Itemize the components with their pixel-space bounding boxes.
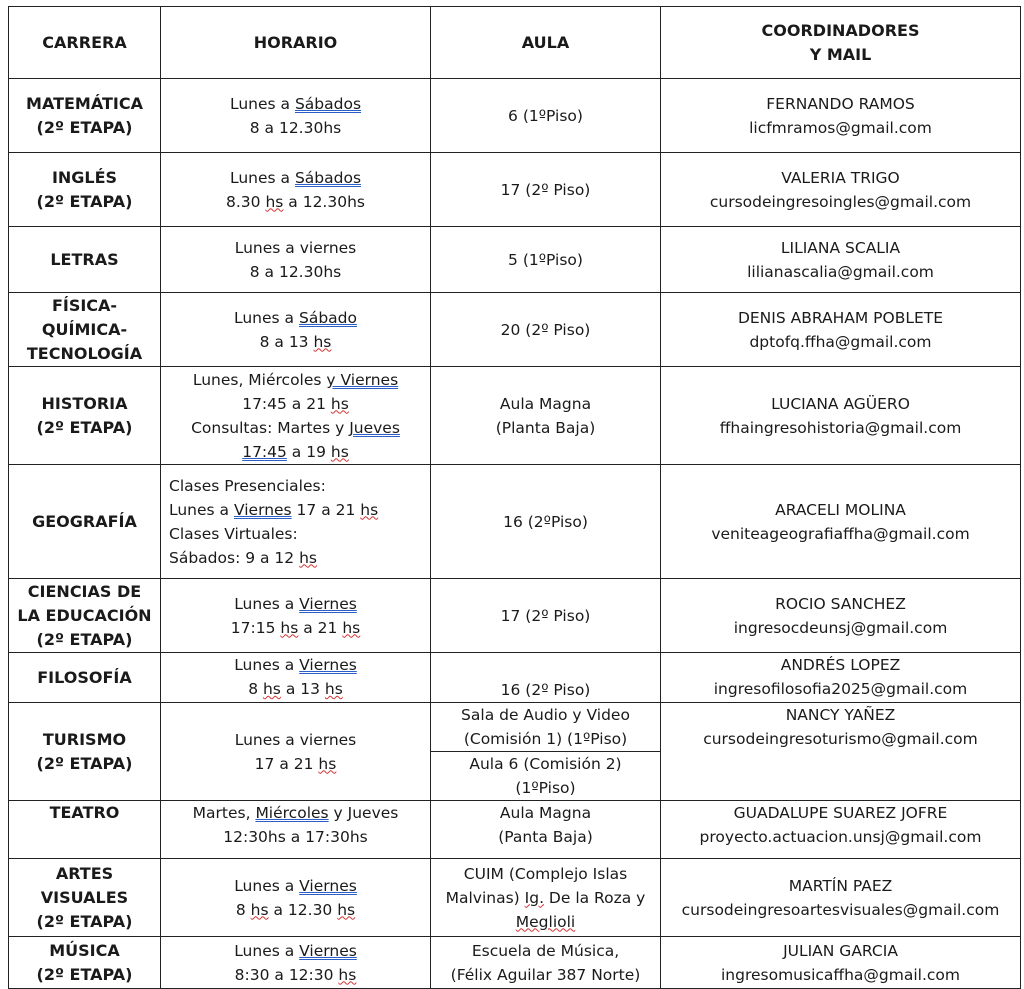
room-subcell (431, 703, 660, 751)
coordinator-name: LILIANA SCALIA (780, 238, 901, 257)
coordinator-cell (661, 579, 1021, 653)
career-cell (9, 703, 161, 801)
coordinator-email[interactable]: lilianascalia@gmail.com (747, 262, 934, 281)
header-coordinadores-line1: COORDINADORES (761, 20, 920, 40)
career-line: HISTORIA (41, 393, 128, 413)
coordinator-cell (661, 859, 1021, 937)
career-line: LA EDUCACIÓN (17, 605, 152, 625)
coordinator-email[interactable]: veniteageografiaffha@gmail.com (711, 524, 970, 543)
table-row (9, 465, 1021, 579)
schedule-line: Lunes a Sábados (229, 168, 362, 187)
coordinator-cell (661, 465, 1021, 579)
career-cell (9, 227, 161, 293)
room-cell (431, 703, 661, 801)
room-cell (431, 937, 661, 989)
schedule-cell (161, 937, 431, 989)
career-cell (9, 579, 161, 653)
schedule-cell (161, 859, 431, 937)
career-line: LETRAS (50, 249, 119, 269)
schedule-line: Martes, Miércoles y Jueves (192, 804, 399, 822)
coordinator-cell (661, 653, 1021, 703)
schedule-line: Lunes a viernes (234, 730, 357, 749)
coordinator-name: NANCY YAÑEZ (785, 706, 896, 724)
table-row (9, 79, 1021, 153)
schedule-line: Sábados: 9 a 12 hs (169, 548, 317, 567)
coordinator-email[interactable]: ingresofilosofia2025@gmail.com (713, 680, 968, 698)
career-line: VISUALES (40, 887, 129, 907)
career-cell (9, 859, 161, 937)
room-line: 17 (2º Piso) (500, 180, 591, 199)
room-line: (Panta Baja) (498, 828, 593, 846)
room-cell (431, 79, 661, 153)
schedule-line: 17:45 a 19 hs (242, 442, 349, 461)
career-cell (9, 367, 161, 465)
coordinator-name: FERNANDO RAMOS (766, 94, 915, 113)
schedule-line: Lunes a viernes (234, 238, 357, 257)
coordinator-email[interactable]: cursodeingresoturismo@gmail.com (703, 730, 978, 748)
schedule-cell (161, 801, 431, 859)
room-cell (431, 465, 661, 579)
career-line: TEATRO (49, 803, 120, 822)
table-row (9, 227, 1021, 293)
career-line: (2º ETAPA) (36, 417, 133, 437)
coordinator-name: ROCIO SANCHEZ (775, 594, 906, 613)
room-line: Malvinas) Ig. De la Roza y (445, 888, 646, 907)
schedule-line: 17 a 21 hs (254, 754, 337, 773)
schedule-line: Lunes a Sábados (229, 94, 362, 113)
schedule-line: 8.30 hs a 12.30hs (226, 192, 365, 211)
career-line: TECNOLOGÍA (26, 343, 143, 363)
header-coordinadores (661, 7, 1021, 79)
room-line: Sala de Audio y Video (461, 706, 630, 724)
room-line: Aula Magna (499, 394, 592, 413)
career-line: CIENCIAS DE (27, 581, 142, 601)
room-line: 17 (2º Piso) (500, 606, 591, 625)
career-line: (2º ETAPA) (36, 191, 133, 211)
room-line: CUIM (Complejo Islas (463, 864, 628, 883)
coordinator-cell (661, 227, 1021, 293)
table-row (9, 367, 1021, 465)
room-line: Meglioli (515, 912, 576, 931)
schedule-line: Lunes a Viernes (234, 941, 357, 960)
coordinator-cell (661, 937, 1021, 989)
schedule-line: 17:45 a 21 hs (242, 394, 349, 413)
room-line: 20 (2º Piso) (500, 320, 591, 339)
room-cell (431, 367, 661, 465)
schedule-cell (161, 153, 431, 227)
career-cell (9, 293, 161, 367)
coordinator-cell (661, 703, 1021, 801)
room-cell (431, 293, 661, 367)
room-line: (Comisión 1) (1ºPiso) (463, 730, 628, 748)
schedule-cell (161, 579, 431, 653)
room-line: 16 (2º Piso) (500, 681, 591, 699)
career-line: ARTES (55, 863, 114, 883)
coordinator-name: VALERIA TRIGO (781, 168, 900, 187)
header-aula: AULA (431, 7, 661, 79)
career-line: MATEMÁTICA (26, 93, 143, 113)
coordinator-cell (661, 79, 1021, 153)
career-line: (2º ETAPA) (36, 117, 133, 137)
career-line: TURISMO (42, 729, 127, 749)
career-cell (9, 79, 161, 153)
coordinator-email[interactable]: ingresocdeunsj@gmail.com (733, 618, 948, 637)
schedule-line: 8 hs a 13 hs (248, 680, 343, 698)
table-row (9, 703, 1021, 801)
schedule-cell (161, 293, 431, 367)
schedule-line: Lunes a Viernes (234, 656, 357, 674)
schedule-line: 17:15 hs a 21 hs (230, 618, 361, 637)
coordinator-cell (661, 367, 1021, 465)
coordinator-email[interactable]: cursodeingresoartesvisuales@gmail.com (681, 900, 1000, 919)
schedule-line: 8 a 13 hs (259, 332, 332, 351)
career-cell (9, 937, 161, 989)
schedule-line: Clases Virtuales: (169, 524, 298, 543)
career-cell (9, 153, 161, 227)
coordinator-cell (661, 801, 1021, 859)
coordinator-name: ARACELI MOLINA (775, 500, 906, 519)
schedule-cell (161, 79, 431, 153)
schedule-cell (161, 465, 431, 579)
career-line: (2º ETAPA) (36, 629, 133, 649)
career-line: (2º ETAPA) (36, 911, 133, 931)
header-row (9, 7, 1021, 79)
room-line: Aula Magna (499, 804, 592, 822)
career-line: MÚSICA (49, 940, 120, 960)
schedule-cell (161, 227, 431, 293)
career-line: INGLÉS (51, 167, 118, 187)
header-carrera: CARRERA (9, 7, 161, 79)
room-cell (431, 801, 661, 859)
coordinator-email[interactable]: ingresomusicaffha@gmail.com (720, 965, 960, 984)
coordinator-email[interactable]: proyecto.actuacion.unsj@gmail.com (699, 828, 982, 846)
room-line: (Planta Baja) (495, 418, 596, 437)
header-horario: HORARIO (161, 7, 431, 79)
coordinator-name: ANDRÉS LOPEZ (780, 656, 901, 674)
room-line: 6 (1ºPiso) (508, 106, 583, 125)
table-row (9, 937, 1021, 989)
coordinator-name: DENIS ABRAHAM POBLETE (737, 308, 944, 327)
schedule-line: Lunes, Miércoles y Viernes (192, 370, 399, 389)
schedule-line: Lunes a Sábado (234, 308, 357, 327)
schedule-line: Lunes a Viernes (234, 594, 357, 613)
table-row (9, 653, 1021, 703)
schedule-line: Lunes a Viernes (234, 876, 357, 895)
career-line: (2º ETAPA) (36, 964, 133, 984)
schedule-cell (161, 703, 431, 801)
career-line: FÍSICA- (51, 295, 118, 315)
coordinator-name: MARTÍN PAEZ (788, 876, 893, 895)
enrollment-schedule-table (8, 6, 1021, 989)
career-cell (9, 801, 161, 859)
schedule-line: 8 a 12.30hs (249, 118, 342, 137)
coordinator-email[interactable]: licfmramos@gmail.com (749, 118, 932, 137)
coordinator-email[interactable]: dptofq.ffha@gmail.com (749, 332, 932, 351)
schedule-line: 8 a 12.30hs (249, 262, 342, 281)
room-cell (431, 227, 661, 293)
room-line: Aula 6 (Comisión 2) (469, 755, 622, 773)
coordinator-name: LUCIANA AGÜERO (771, 394, 910, 413)
table-row (9, 859, 1021, 937)
room-cell (431, 153, 661, 227)
coordinator-email[interactable]: ffhaingresohistoria@gmail.com (719, 418, 962, 437)
schedule-cell (161, 653, 431, 703)
coordinator-name: JULIAN GARCIA (783, 941, 898, 960)
schedule-line: 8:30 a 12:30 hs (234, 965, 357, 984)
room-cell (431, 859, 661, 937)
career-line: GEOGRAFÍA (32, 511, 137, 531)
career-line: FILOSOFÍA (37, 667, 132, 687)
coordinator-name: GUADALUPE SUAREZ JOFRE (733, 804, 948, 822)
career-line: QUÍMICA- (41, 319, 128, 339)
room-line: 16 (2ºPiso) (503, 512, 588, 531)
table-row (9, 801, 1021, 859)
schedule-line: Clases Presenciales: (169, 476, 326, 495)
room-line: Escuela de Música, (471, 941, 620, 960)
coordinator-email[interactable]: cursodeingresoingles@gmail.com (709, 192, 972, 211)
room-cell (431, 653, 661, 703)
schedule-line: Consultas: Martes y Jueves (191, 418, 400, 437)
coordinator-cell (661, 153, 1021, 227)
career-cell (9, 653, 161, 703)
table-row (9, 293, 1021, 367)
schedule-line: 8 hs a 12.30 hs (235, 900, 356, 919)
room-subcell (431, 751, 660, 800)
room-line: (Félix Aguilar 387 Norte) (450, 965, 641, 984)
header-coordinadores-line2: Y MAIL (809, 44, 872, 64)
room-line: (1ºPiso) (515, 779, 576, 797)
room-cell (431, 579, 661, 653)
career-line: (2º ETAPA) (36, 753, 133, 773)
schedule-cell (161, 367, 431, 465)
room-line: 5 (1ºPiso) (508, 250, 583, 269)
schedule-line: 12:30hs a 17:30hs (223, 828, 368, 846)
coordinator-cell (661, 293, 1021, 367)
career-cell (9, 465, 161, 579)
table-row (9, 153, 1021, 227)
table-row (9, 579, 1021, 653)
schedule-line: Lunes a Viernes 17 a 21 hs (169, 500, 379, 519)
